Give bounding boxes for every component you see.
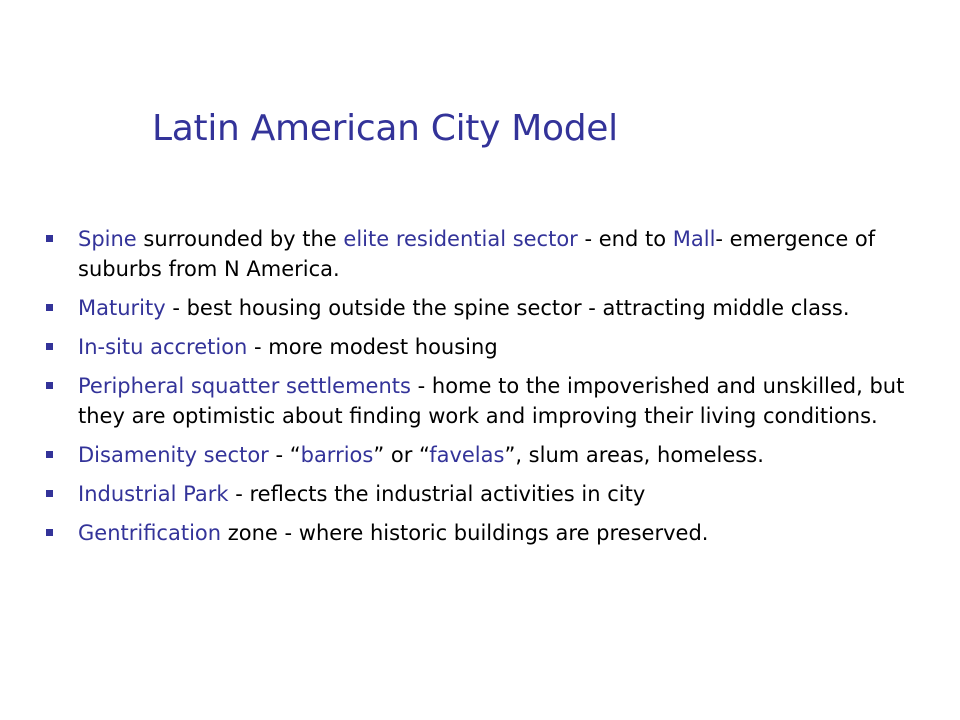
- square-bullet-icon: [46, 490, 53, 497]
- highlighted-term: favelas: [429, 443, 505, 467]
- square-bullet-icon: [46, 382, 53, 389]
- square-bullet-icon: [46, 451, 53, 458]
- highlighted-term: Industrial Park: [78, 482, 229, 506]
- highlighted-term: Spine: [78, 227, 137, 251]
- highlighted-term: Disamenity sector: [78, 443, 269, 467]
- bullet-list: [46, 224, 956, 557]
- bullet-item: [46, 332, 956, 362]
- highlighted-term: Maturity: [78, 296, 166, 320]
- highlighted-term: Gentrification: [78, 521, 222, 545]
- bullet-text: - emergence of suburbs from N America.: [78, 227, 876, 281]
- highlighted-term: Mall: [672, 227, 716, 251]
- bullet-item: [46, 293, 956, 323]
- square-bullet-icon: [46, 529, 53, 536]
- highlighted-term: elite residential sector: [343, 227, 578, 251]
- bullet-item: [46, 518, 956, 548]
- square-bullet-icon: [46, 304, 53, 311]
- slide-title: Latin American City Model: [152, 108, 618, 149]
- bullet-item: [46, 440, 956, 470]
- bullet-text: surrounded by the: [136, 227, 344, 251]
- bullet-text: - best housing outside the spine sector - attracting middle class.: [165, 296, 850, 320]
- bullet-text: - home to the impoverished and unskilled, but they are optimistic about finding work and improving their living conditions.: [78, 374, 905, 428]
- highlighted-term: In-situ accretion: [78, 335, 248, 359]
- highlighted-term: barrios: [300, 443, 374, 467]
- bullet-text: ” or “: [373, 443, 430, 467]
- square-bullet-icon: [46, 235, 53, 242]
- bullet-text: zone - where historic buildings are preserved.: [221, 521, 709, 545]
- square-bullet-icon: [46, 343, 53, 350]
- bullet-item: [46, 371, 956, 431]
- bullet-text: - reflects the industrial activities in city: [228, 482, 646, 506]
- bullet-text: - end to: [577, 227, 673, 251]
- bullet-item: [46, 224, 956, 284]
- bullet-item: [46, 479, 956, 509]
- bullet-text: - “: [268, 443, 301, 467]
- bullet-text: ”, slum areas, homeless.: [504, 443, 764, 467]
- bullet-text: - more modest housing: [247, 335, 498, 359]
- highlighted-term: Peripheral squatter settlements: [78, 374, 411, 398]
